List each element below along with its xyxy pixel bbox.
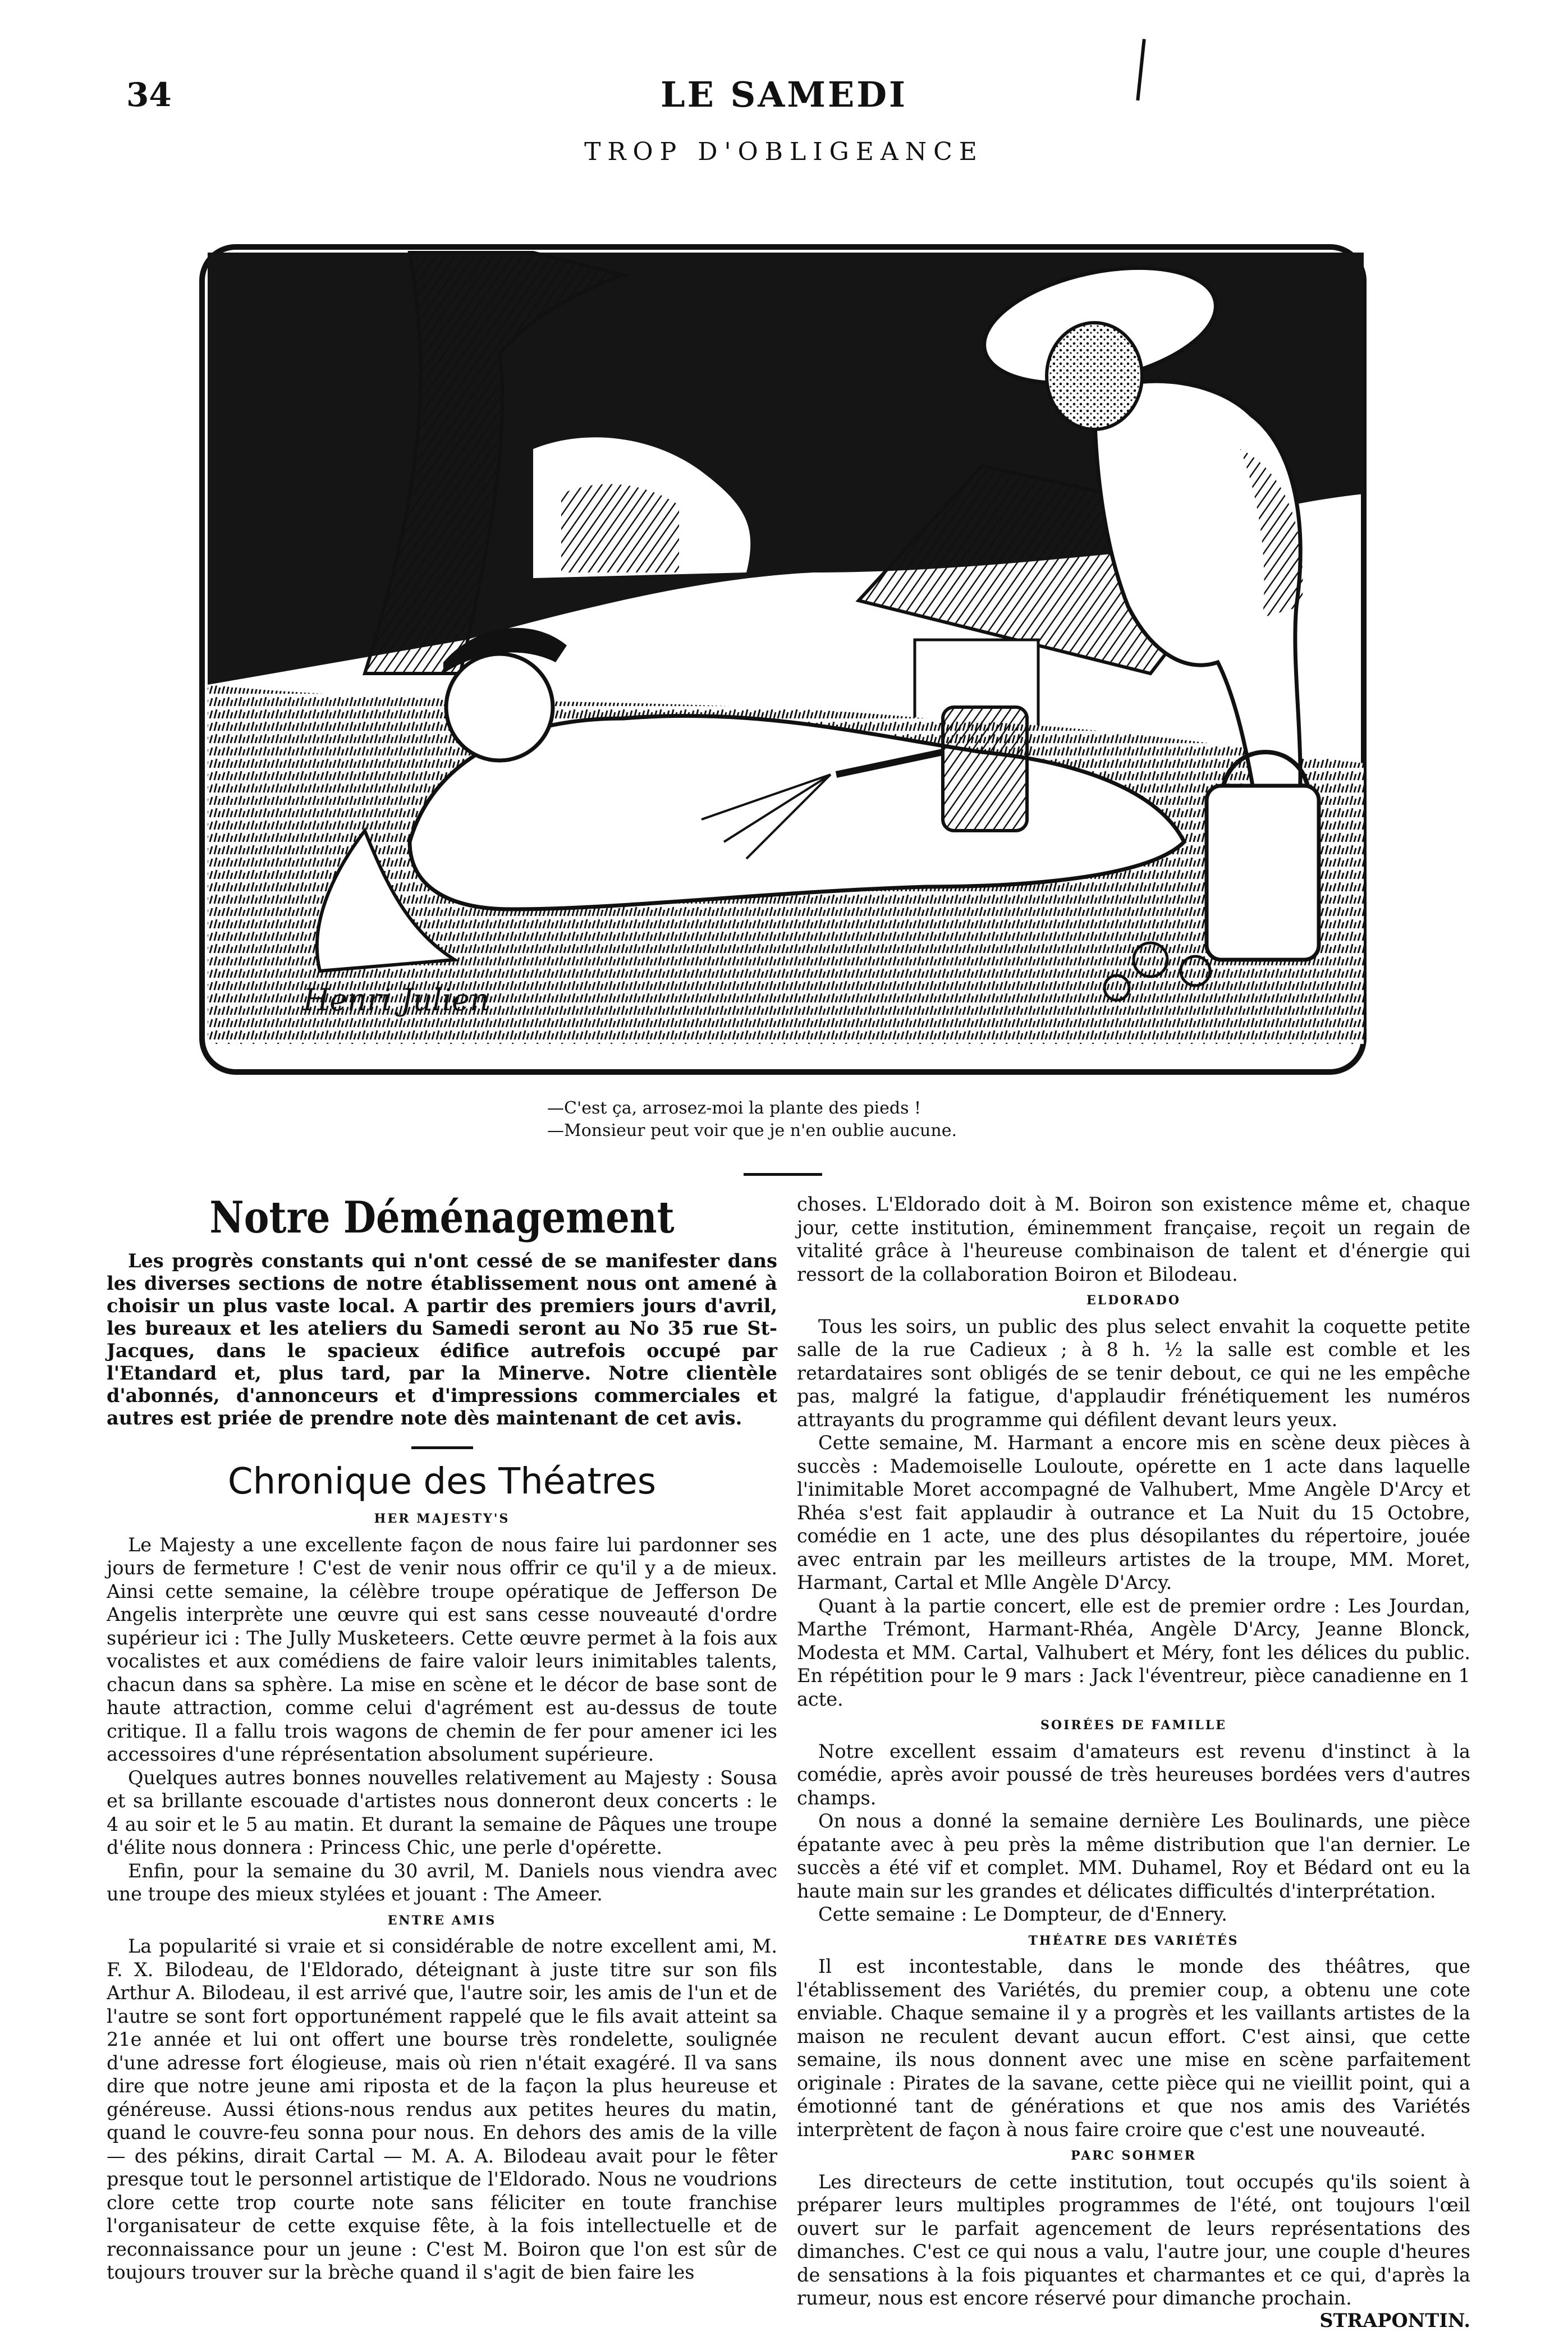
section-divider <box>411 1446 473 1449</box>
watering-can-right <box>1207 786 1319 960</box>
article-paragraph: Cette semaine, M. Harmant a encore mis en scène deux pièces à succès : Mademoiselle Louloute, opérette en 1 acte dans laquelle l'inimitable Moret accompagné de Valhubert, Mme Angèle D'Arcy et Rhéa s'est fait applaudir à outrance et La Nuit du 15 Octobre, comédie en 1 acte, une des plus désopilantes du répertoire, jouée avec entrain par les meilleurs artistes de la troupe, MM. Moret, Harmant, Cartal et Mlle Angèle D'Arcy. <box>797 1431 1470 1595</box>
subheading: ENTRE AMIS <box>107 1909 777 1933</box>
gardener-head <box>1047 323 1142 429</box>
page-number: 34 <box>126 76 172 114</box>
headline-chronique: Chronique des Théatres <box>107 1459 777 1504</box>
subheading: SOIRÉES DE FAMILLE <box>797 1714 1470 1738</box>
headline-demenagement: Notre Déménagement <box>154 1193 731 1243</box>
article-paragraph: Le Majesty a une excellente façon de nous faire lui pardonner ses jours de fermeture ! C'est de venir nous offrir ce qu'il y a de mieux. Ainsi cette semaine, la célèbre troupe opératique de Jefferson De Angelis interprète une œuvre qui est sans cesse nouveauté d'ordre supérieur ici : The Jully Musketeers. Cette œuvre permet à la fois aux vocalistes et aux comédiens de faire valoir leurs inimitables talents, chacun dans sa sphère. La mise en scène et le décor de base sont de haute attraction, comme celui d'agrément est au-dessus de toute critique. Il a fallu trois wagons de chemin de fer pour amener ici les accessoires d'une réprésentation absolument supérieure. <box>107 1533 777 1766</box>
article-paragraph: Enfin, pour la semaine du 30 avril, M. Daniels nous viendra avec une troupe des mieux stylées et jouant : The Ameer. <box>107 1859 777 1906</box>
article-paragraph: Quelques autres bonnes nouvelles relativement au Majesty : Sousa et sa brillante escouade d'artistes nous donneront deux concerts : le 4 au soir et le 5 au matin. Et durant la semaine de Pâques une troupe d'élite nous donnera : Princess Chic, une perle d'opérette. <box>107 1766 777 1859</box>
cartoon-illustration <box>196 213 1369 1078</box>
section-divider <box>744 1173 822 1176</box>
caption-line: —Monsieur peut voir que je n'en oublie aucune. <box>547 1120 1108 1142</box>
cartoon-title: TROP D'OBLIGEANCE <box>0 138 1568 166</box>
journal-title: LE SAMEDI <box>0 74 1568 115</box>
right-column <box>797 1193 1470 2332</box>
caption-line: —C'est ça, arrosez-moi la plante des pieds ! <box>547 1097 1108 1120</box>
cartoon-signature: Henri Julien <box>302 982 489 1018</box>
lying-man-head <box>446 654 553 760</box>
article-paragraph: Tous les soirs, un public des plus select envahit la coquette petite salle de la rue Cadieux ; à 8 h. ½ la salle est comble et les retardataires sont obligés de se tenir debout, ce qui ne les empêche pas, malgré la fatigue, d'applaudir frénétiquement les numéros attrayants du programme qui défilent devant leurs yeux. <box>797 1315 1470 1432</box>
subheading: PARC SOHMER <box>797 2145 1470 2168</box>
subheading: THÉATRE DES VARIÉTÉS <box>797 1930 1470 1953</box>
article-paragraph: Les progrès constants qui n'ont cessé de se manifester dans les diverses sections de notre établissement nous ont amené à choisir un plus vaste local. A partir des premiers jours d'avril, les bureaux et les ateliers du Samedi seront au No 35 rue St-Jacques, dans le spacieux édifice autrefois occupé par l'Etandard et, plus tard, par la Minerve. Notre clientèle d'abonnés, d'annonceurs et d'impressions commerciales et autres est priée de prendre note dès maintenant de cet avis. <box>107 1250 777 1430</box>
left-column <box>107 1193 777 2284</box>
cartoon-caption <box>547 1097 1108 1142</box>
author-signature: STRAPONTIN. <box>797 2309 1470 2332</box>
subheading: HER MAJESTY'S <box>107 1508 777 1531</box>
article-paragraph: La popularité si vraie et si considérable de notre excellent ami, M. F. X. Bilodeau, de l'Eldorado, déteignant à juste titre sur son fils Arthur A. Bilodeau, il est arrivé que, l'autre soir, les amis de l'un et de l'autre se sont fort opportunément rappelé que le fils avait atteint sa 21e année et lui ont offert une bourse très rondelette, soulignée d'une adresse fort élogieuse, mais où rien n'était exagéré. Il va sans dire que notre jeune ami riposta et de la façon la plus heureuse et généreuse. Aussi étions-nous rendus aux petites heures du matin, quand le couvre-feu sonna pour nous. En dehors des amis de la ville — des pékins, dirait Cartal — M. A. A. Bilodeau avait pour le fêter presque tout le personnel artistique de l'Eldorado. Nous ne voudrions clore cette trop courte note sans féliciter en toute franchise l'organisateur de cette exquise fête, à la fois intellectuelle et de reconnaissance pour un jeune : C'est M. Boiron que l'on est sûr de toujours trouver sur la brèche quand il s'agit de bien faire les <box>107 1935 777 2284</box>
article-paragraph: Notre excellent essaim d'amateurs est revenu d'instinct à la comédie, après avoir poussé de très heureuses bordées vers d'autres champs. <box>797 1740 1470 1810</box>
article-paragraph: On nous a donné la semaine dernière Les Boulinards, une pièce épatante avec à peu près la même distribution que l'an dernier. Le succès a été vif et complet. MM. Duhamel, Roy et Bédard ont eu la haute main sur les grandes et délicates difficultés d'interprétation. <box>797 1809 1470 1903</box>
article-paragraph: choses. L'Eldorado doit à M. Boiron son existence même et, chaque jour, cette institution, éminemment française, reçoit un regain de vitalité grâce à l'heureuse combinaison de talent et d'énergie qui ressort de la collaboration Boiron et Bilodeau. <box>797 1193 1470 1286</box>
article-paragraph: Cette semaine : Le Dompteur, de d'Ennery. <box>797 1903 1470 1926</box>
watering-can-left <box>943 707 1027 831</box>
article-paragraph: Quant à la partie concert, elle est de premier ordre : Les Jourdan, Marthe Trémont, Harmant-Rhéa, Angèle D'Arcy, Jeanne Blonck, Modesta et MM. Cartal, Valhubert et Méry, font les délices du public. En répétition pour le 9 mars : Jack l'éventreur, pièce canadienne en 1 acte. <box>797 1595 1470 1711</box>
article-paragraph: Il est incontestable, dans le monde des théâtres, que l'établissement des Variétés, du premier coup, a obtenu une cote enviable. Chaque semaine il y a progrès et les vaillants artistes de la maison ne reculent devant aucun effort. C'est ainsi, que cette semaine, ils nous donnent avec une mise en scène parfaitement originale : Pirates de la savane, cette pièce qui ne vieillit point, qui a émotionné tant de générations et que nos amis des Variétés interprètent de façon à nous faire croire que c'est une nouveauté. <box>797 1955 1470 2141</box>
article-paragraph: Les directeurs de cette institution, tout occupés qu'ils soient à préparer leurs multiples programmes de l'été, ont toujours l'œil ouvert sur le parfait agencement de leurs représentations des dimanches. C'est ce qui nous a valu, l'autre jour, une couple d'heures de sensations à la fois piquantes et charmantes et ce qui, d'après la rumeur, nous est encore réservé pour dimanche prochain. <box>797 2170 1470 2310</box>
subheading: ELDORADO <box>797 1289 1470 1313</box>
